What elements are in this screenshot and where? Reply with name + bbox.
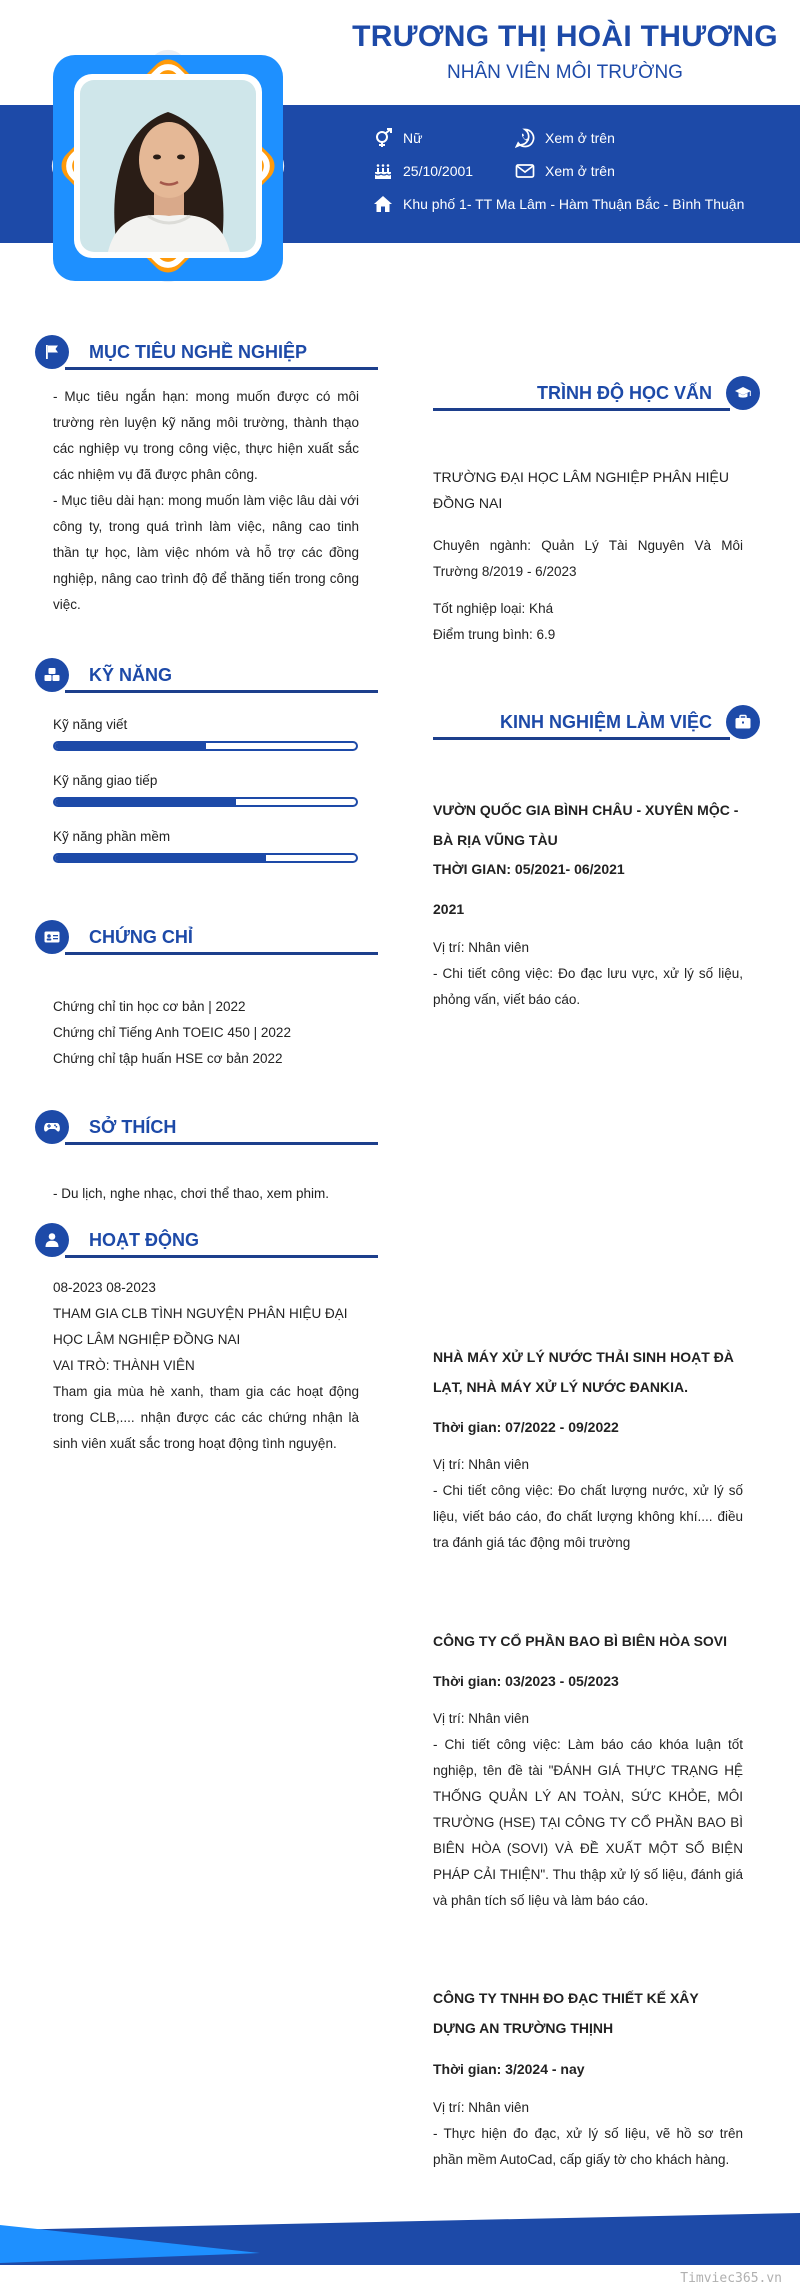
avatar-frame <box>38 30 298 305</box>
cubes-icon <box>43 666 61 684</box>
gender-info <box>373 128 422 148</box>
certificate-item: Chứng chỉ tập huấn HSE cơ bản 2022 <box>53 1051 283 1066</box>
education-badge <box>726 376 760 410</box>
job-detail: - Chi tiết công việc: Đo chất lượng nước, xử lý số liệu, viết báo cáo, đo chất lượng không khí.... điều tra đánh giá tác động môi trường <box>433 1483 743 1550</box>
candidate-name: TRƯƠNG THỊ HOÀI THƯƠNG <box>352 20 778 53</box>
gender-value: Nữ <box>403 130 423 146</box>
section-title: KINH NGHIỆM LÀM VIỆC <box>499 712 712 732</box>
skill-bar-fill <box>55 799 236 805</box>
email-value: Xem ở trên <box>545 163 615 179</box>
job-year: 2021 <box>433 901 465 917</box>
address-info <box>373 194 744 214</box>
activity-dates: 08-2023 08-2023 <box>53 1280 156 1295</box>
section-title: TRÌNH ĐỘ HỌC VẤN <box>537 383 712 403</box>
skill-bar <box>53 853 358 863</box>
section-hobbies <box>35 1110 378 1146</box>
section-title: SỞ THÍCH <box>89 1117 177 1137</box>
section-title: HOẠT ĐỘNG <box>89 1230 199 1250</box>
skills-badge <box>35 658 69 692</box>
job-position: Vị trí: Nhân viên <box>433 1457 530 1472</box>
section-divider <box>65 1255 378 1258</box>
objective-short: - Mục tiêu ngắn hạn: mong muốn được có môi trường rèn luyện kỹ năng môi trường, thành thạo các nghiệp vụ trong công việc, thực hiện xuất sắc các nhiệm vụ đã được phân công. <box>53 389 359 482</box>
section-title: KỸ NĂNG <box>89 665 173 685</box>
section-experience <box>433 705 760 741</box>
job-position: Vị trí: Nhân viên <box>433 940 530 955</box>
certificates-badge <box>35 920 69 954</box>
job-time: Thời gian: 03/2023 - 05/2023 <box>433 1673 619 1689</box>
education-gpa: Điểm trung bình: 6.9 <box>433 627 556 642</box>
certificate-item: Chứng chỉ tin học cơ bản | 2022 <box>53 999 246 1014</box>
address-value: Khu phố 1- TT Ma Lâm - Hàm Thuận Bắc - Bình Thuận <box>403 196 745 212</box>
gamepad-icon <box>43 1118 61 1136</box>
job-company: NHÀ MÁY XỬ LÝ NƯỚC THẢI SINH HOẠT ĐÀ LẠT, NHÀ MÁY XỬ LÝ NƯỚC ĐANKIA. <box>433 1349 734 1395</box>
job-company: CÔNG TY CỔ PHẦN BAO BÌ BIÊN HÒA SOVI <box>433 1633 728 1649</box>
section-certificates <box>35 920 378 956</box>
section-divider <box>65 1142 378 1145</box>
hobbies-badge <box>35 1110 69 1144</box>
flag-icon <box>43 343 61 361</box>
job-position: Vị trí: Nhân viên <box>433 1711 530 1726</box>
activity-org: THAM GIA CLB TÌNH NGUYỆN PHÂN HIỆU ĐẠI HỌC LÂM NGHIỆP ĐỒNG NAI <box>53 1306 348 1347</box>
section-activities <box>35 1223 378 1259</box>
cake-icon <box>373 161 393 181</box>
envelope-icon <box>515 161 535 181</box>
skill-bar-fill <box>55 743 206 749</box>
skill-bar <box>53 741 358 751</box>
section-divider <box>65 690 378 693</box>
section-divider <box>433 408 730 411</box>
job-detail: - Chi tiết công việc: Đo đạc lưu vực, xử lý số liệu, phỏng vấn, viết báo cáo. <box>433 966 743 1007</box>
job-time: Thời gian: 3/2024 - nay <box>433 2061 585 2077</box>
skill-label: Kỹ năng giao tiếp <box>53 773 158 788</box>
education-school: TRƯỜNG ĐẠI HỌC LÂM NGHIỆP PHÂN HIỆU ĐỒNG NAI <box>433 469 729 511</box>
section-objective <box>35 335 378 371</box>
certificate-item: Chứng chỉ Tiếng Anh TOEIC 450 | 2022 <box>53 1025 291 1040</box>
hobbies-text: - Du lịch, nghe nhạc, chơi thể thao, xem phim. <box>53 1186 329 1201</box>
section-divider <box>65 952 378 955</box>
id-card-icon <box>43 928 61 946</box>
user-icon <box>43 1231 61 1249</box>
section-title: CHỨNG CHỈ <box>89 927 193 947</box>
avatar-decor <box>38 30 298 305</box>
skill-bar <box>53 797 358 807</box>
job-detail: - Chi tiết công việc: Làm báo cáo khóa luận tốt nghiệp, tên đề tài "ĐÁNH GIÁ THỰC TRẠNG HỆ THỐNG QUẢN LÝ AN TOÀN, SỨC KHỎE, MÔI TRƯỜNG (HSE) TẠI CÔNG TY CỔ PHẦN BAO BÌ BIÊN HÒA (SOVI) VÀ ĐỀ XUẤT MỘT SỐ BIỆN PHÁP CẢI THIỆN". Thu thập xử lý số liệu, đánh giá và phân tích số liệu và làm báo cáo. <box>433 1737 743 1908</box>
objective-badge <box>35 335 69 369</box>
gender-icon <box>373 128 393 148</box>
section-education <box>433 376 760 412</box>
email-info <box>515 161 615 181</box>
birthday-info <box>373 161 473 181</box>
briefcase-icon <box>734 713 752 731</box>
experience-badge <box>726 705 760 739</box>
job-company: VƯỜN QUỐC GIA BÌNH CHÂU - XUYÊN MỘC - BÀ RỊA VŨNG TÀU <box>433 802 739 848</box>
education-major: Chuyên ngành: Quản Lý Tài Nguyên Và Môi Trường 8/2019 - 6/2023 <box>433 538 743 579</box>
job-time: Thời gian: 07/2022 - 09/2022 <box>433 1419 619 1435</box>
skill-bar-fill <box>55 855 266 861</box>
graduation-cap-icon <box>734 384 752 402</box>
section-title: MỤC TIÊU NGHỀ NGHIỆP <box>89 342 308 362</box>
objective-long: - Mục tiêu dài hạn: mong muốn làm việc lâu dài với công ty, trong quá trình làm việc, nâng cao tinh thần tự học, làm việc nhóm và hỗ trợ các đồng nghiệp, nâng cao trình độ để thăng tiến trong công việc. <box>53 493 359 612</box>
education-grade: Tốt nghiệp loại: Khá <box>433 601 554 616</box>
job-title: NHÂN VIÊN MÔI TRƯỜNG <box>447 62 683 83</box>
activities-badge <box>35 1223 69 1257</box>
section-divider <box>65 367 378 370</box>
whatsapp-icon <box>515 128 535 148</box>
phone-value: Xem ở trên <box>545 130 615 146</box>
section-skills <box>35 658 378 694</box>
footer-wave <box>0 2205 800 2265</box>
watermark: Timviec365.vn <box>680 2271 782 2286</box>
job-position: Vị trí: Nhân viên <box>433 2100 530 2115</box>
skill-label: Kỹ năng viết <box>53 717 128 732</box>
job-time: THỜI GIAN: 05/2021- 06/2021 <box>433 861 625 877</box>
skill-label: Kỹ năng phần mềm <box>53 829 171 844</box>
job-detail: - Thực hiện đo đạc, xử lý số liệu, vẽ hồ sơ trên phần mềm AutoCad, cấp giấy tờ cho khách hàng. <box>433 2126 743 2167</box>
job-company: CÔNG TY TNHH ĐO ĐẠC THIẾT KẾ XÂY DỰNG AN TRƯỜNG THỊNH <box>433 1990 699 2036</box>
home-icon <box>373 194 393 214</box>
birthday-value: 25/10/2001 <box>403 163 474 179</box>
activity-desc: Tham gia mùa hè xanh, tham gia các hoạt động trong CLB,.... nhận được các các chứng nhận là sinh viên xuất sắc trong hoạt động tình nguyện. <box>53 1384 359 1451</box>
activity-role: VAI TRÒ: THÀNH VIÊN <box>53 1358 195 1373</box>
phone-info <box>515 128 615 148</box>
section-divider <box>433 737 730 740</box>
